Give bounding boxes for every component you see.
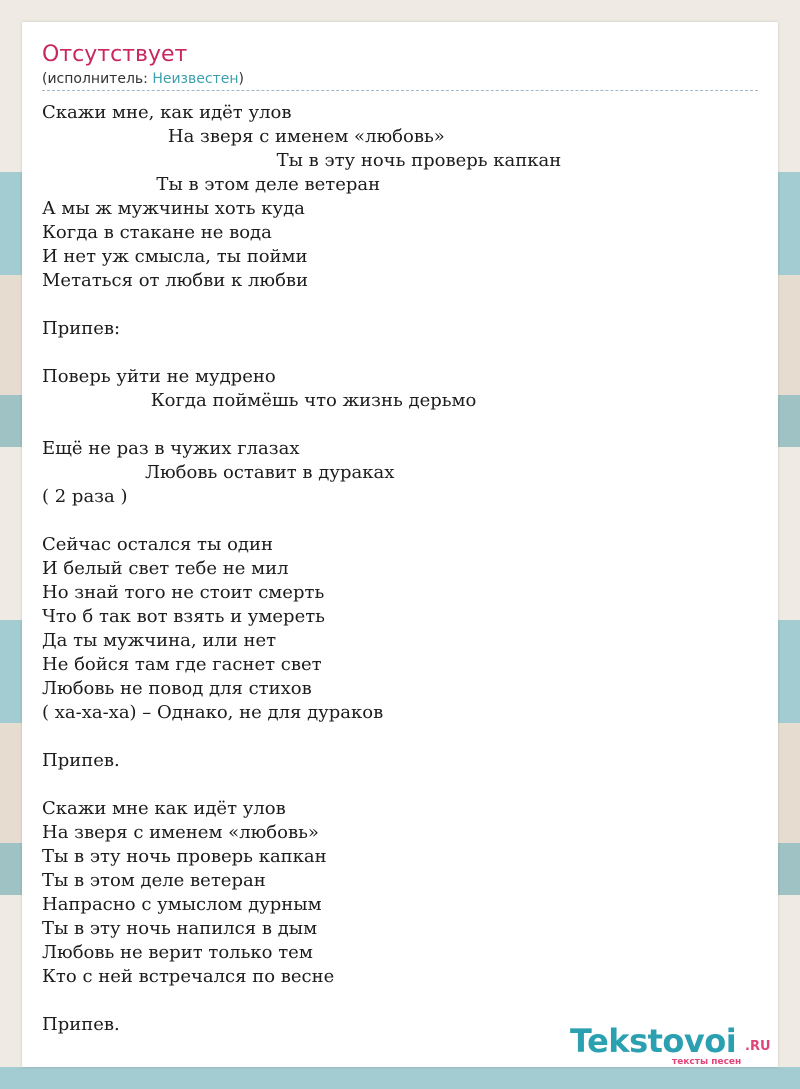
- lyrics-line: И нет уж смысла, ты пойми: [42, 246, 308, 267]
- artist-prefix: (исполнитель:: [42, 71, 153, 87]
- lyrics-line: Припев:: [42, 318, 121, 339]
- lyrics-line: Любовь не повод для стихов: [42, 678, 312, 699]
- lyrics-line: Когда в стакане не вода: [42, 222, 272, 243]
- logo-tagline: тексты песен: [672, 1057, 742, 1067]
- site-logo[interactable]: [570, 1022, 771, 1067]
- lyrics-line: Скажи мне, как идёт улов: [42, 102, 292, 123]
- lyrics-line: [42, 293, 758, 317]
- lyrics-line: [42, 725, 758, 749]
- lyrics-line: Но знай того не стоит смерть: [42, 582, 325, 603]
- lyrics-line: [42, 989, 758, 1013]
- lyrics-line: [42, 773, 758, 797]
- lyrics-line: ( ха-ха-ха) – Однако, не для дураков: [42, 702, 384, 723]
- lyrics-line: На зверя с именем «любовь»: [42, 126, 445, 147]
- lyrics-line: А мы ж мужчины хоть куда: [42, 198, 305, 219]
- logo-tld: .RU: [745, 1039, 771, 1054]
- lyrics-line: Скажи мне как идёт улов: [42, 798, 286, 819]
- lyrics-line: [42, 341, 758, 365]
- lyrics-line: Метаться от любви к любви: [42, 270, 309, 291]
- lyrics-line: Не бойся там где гаснет свет: [42, 654, 322, 675]
- lyrics-line: ( 2 раза ): [42, 486, 128, 507]
- lyrics-line: [42, 413, 758, 437]
- lyrics-line: Любовь не верит только тем: [42, 942, 313, 963]
- lyrics-line: Припев.: [42, 1014, 120, 1035]
- lyrics-line: Сейчас остался ты один: [42, 534, 273, 555]
- lyrics-card: [22, 22, 778, 1067]
- lyrics-line: Напрасно с умыслом дурным: [42, 894, 322, 915]
- lyrics-line: [42, 509, 758, 533]
- lyrics-line: Кто с ней встречался по весне: [42, 966, 335, 987]
- lyrics-line: Ты в этом деле ветеран: [42, 174, 381, 195]
- title-divider: [42, 90, 758, 91]
- lyrics-line: Ты в эту ночь проверь капкан: [42, 846, 327, 867]
- lyrics-line: Ты в эту ночь проверь капкан: [42, 150, 562, 171]
- lyrics-line: Припев.: [42, 750, 120, 771]
- song-title: Отсутствует: [42, 42, 188, 67]
- artist-suffix: ): [238, 71, 244, 87]
- lyrics-line: И белый свет тебе не мил: [42, 558, 289, 579]
- lyrics-text: [42, 101, 758, 1037]
- lyrics-line: Ещё не раз в чужих глазах: [42, 438, 300, 459]
- lyrics-line: Любовь оставит в дураках: [42, 462, 395, 483]
- artist-line: [42, 71, 244, 87]
- lyrics-line: Ты в этом деле ветеран: [42, 870, 266, 891]
- lyrics-line: Когда поймёшь что жизнь дерьмо: [42, 390, 477, 411]
- lyrics-line: Да ты мужчина, или нет: [42, 630, 277, 651]
- lyrics-line: Ты в эту ночь напился в дым: [42, 918, 318, 939]
- lyrics-line: Что б так вот взять и умереть: [42, 606, 325, 627]
- lyrics-line: На зверя с именем «любовь»: [42, 822, 319, 843]
- lyrics-line: Поверь уйти не мудрено: [42, 366, 276, 387]
- logo-wordmark: Tekstovoi: [570, 1022, 737, 1060]
- artist-link[interactable]: Неизвестен: [152, 71, 239, 87]
